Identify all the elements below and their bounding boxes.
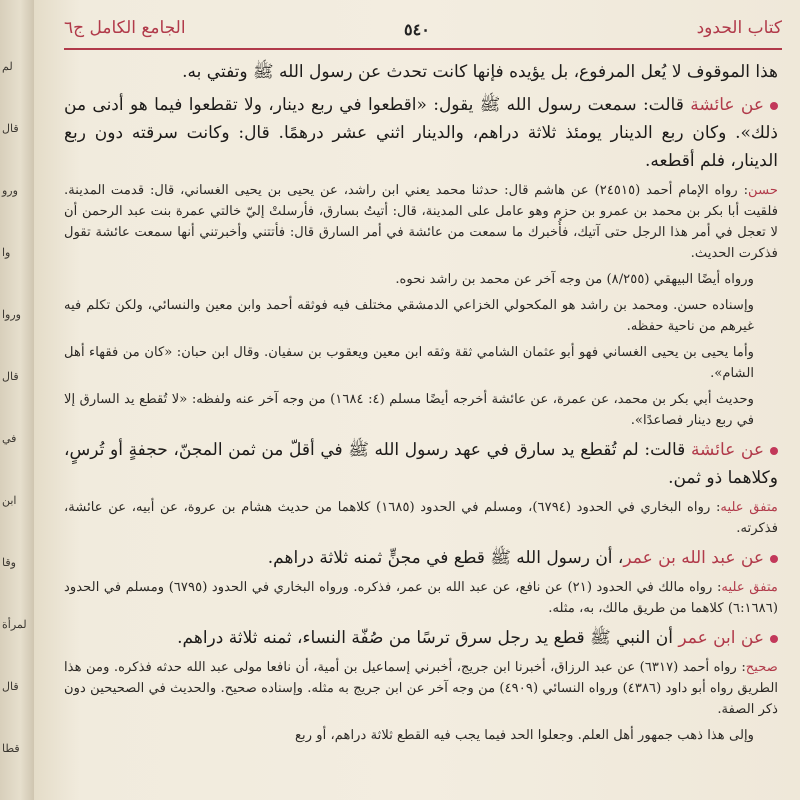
paragraph-text: أن النبي ﷺ قطع يد رجل سرق ترسًا من صُفّة النساء، ثمنه ثلاثة دراهم. <box>177 628 679 648</box>
page-body <box>64 58 778 751</box>
header-rule <box>64 48 782 50</box>
adjacent-page-fragment: وا <box>2 246 11 259</box>
bullet-dot-icon <box>770 635 778 643</box>
chapter-title: كتاب الحدود <box>696 18 782 38</box>
adjacent-page-fragment: لم <box>2 60 13 73</box>
hadith-paragraph <box>64 436 778 492</box>
adjacent-page-fragment: قال <box>2 370 19 383</box>
commentary-paragraph <box>64 577 778 619</box>
commentary-paragraph <box>64 295 778 337</box>
paragraph-text: : رواه الإمام أحمد (٢٤٥١٥) عن هاشم قال: حدثنا محمد يعني ابن راشد، عن يحيى بن يحيى الغساني، قال: قدمت المدينة. فلقيت أبا بكر بن محمد بن عمرو بن حزم وهو عامل على المدينة، قال: أتيتُ بسارق، فأرسلتْ إليّ خالتي عمرة بنت عبد الرحمن أن لا تعجل في أمر هذا الرجل حتى آتيك، فأُخبرك ما سمعت من عائشة في أمر السارق قال: فأتتني وأخبرتني أنها سمعت عائشة تقول فذكرت الحديث. <box>64 183 778 261</box>
book-page <box>34 0 800 800</box>
paragraph-text: : رواه البخاري في الحدود (٦٧٩٤)، ومسلم في الحدود (١٦٨٥) كلاهما من حديث هشام بن عروة، عن أبيه، عن عائشة، فذكرته. <box>64 500 778 536</box>
hadith-paragraph <box>64 91 778 175</box>
paragraph-text: هذا الموقوف لا يُعل المرفوع، بل يؤيده فإنها كانت تحدث عن رسول الله ﷺ وتفتي به. <box>182 62 778 82</box>
book-title: الجامع الكامل ج٦ <box>64 18 186 38</box>
adjacent-page-fragment: في <box>2 432 17 445</box>
paragraph-text: وأما يحيى بن يحيى الغساني فهو أبو عثمان الشامي ثقة وثقه ابن معين ويعقوب بن سفيان. وقال ابن حبان: «كان من فقهاء أهل الشام». <box>64 345 754 381</box>
hadith-paragraph <box>64 544 778 572</box>
adjacent-page-fragment: وقا <box>2 556 16 569</box>
paragraph-label: حسن <box>748 183 778 198</box>
page-number: ٥٤٠ <box>404 20 430 39</box>
commentary-paragraph <box>64 269 778 290</box>
commentary-paragraph <box>64 342 778 384</box>
paragraph-text: وإلى هذا ذهب جمهور أهل العلم. وجعلوا الحد فيما يجب فيه القطع ثلاثة دراهم، أو ربع <box>295 728 754 743</box>
commentary-paragraph <box>64 180 778 264</box>
commentary-paragraph <box>64 497 778 539</box>
paragraph-label: عن عائشة <box>690 440 764 460</box>
paragraph-text: وإسناده حسن. ومحمد بن راشد هو المكحولي الخزاعي الدمشقي مختلف فيه فوثقه أحمد وابن معين والنسائي، ولكن تكلم فيه غيرهم من ناحية حفظه. <box>64 298 754 334</box>
commentary-paragraph <box>64 389 778 431</box>
commentary-paragraph <box>64 58 778 86</box>
adjacent-page-fragment: قطا <box>2 742 20 755</box>
adjacent-page-edge <box>0 0 34 800</box>
commentary-paragraph <box>64 725 778 746</box>
adjacent-page-fragment: قال <box>2 680 19 693</box>
bullet-dot-icon <box>770 555 778 563</box>
paragraph-label: متفق عليه <box>721 580 778 595</box>
adjacent-page-fragment: لمرأة <box>2 618 27 631</box>
paragraph-label: عن عبد الله بن عمر <box>623 548 764 568</box>
paragraph-text: ورواه أيضًا البيهقي (٨/٢٥٥) من وجه آخر عن محمد بن راشد نحوه. <box>395 272 754 287</box>
paragraph-label: عن عائشة <box>690 95 764 115</box>
adjacent-page-fragment: قال <box>2 122 19 135</box>
commentary-paragraph <box>64 657 778 720</box>
paragraph-text: : رواه أحمد (٦٣١٧) عن عبد الرزاق، أخبرنا ابن جريج، أخبرني إسماعيل بن أمية، أن نافعا مولى عبد الله حدثه فذكره. ومن هذا الطريق رواه أبو داود (٤٣٨٦) ورواه النسائي (٤٩٠٩) من وجه آخر عن ابن جريج به مثله. وإسناده صحيح. والحديث في الصحيحين دون ذكر الصفة. <box>64 660 779 717</box>
paragraph-label: صحيح <box>745 660 778 675</box>
paragraph-text: وحديث أبي بكر بن محمد، عن عمرة، عن عائشة أخرجه أيضًا مسلم (٤: ١٦٨٤) من وجه آخر عنه ولفظه: «لا تُقطع يد السارق إلا في ربع دينار فصاعدًا». <box>64 392 754 428</box>
paragraph-text: قالت: لم تُقطع يد سارق في عهد رسول الله ﷺ في أقلّ من ثمن المجنّ، حجفةٍ أو تُرسٍ، وكلاهما ذو ثمن. <box>64 440 778 488</box>
adjacent-page-fragment: ابن <box>2 494 17 507</box>
bullet-dot-icon <box>770 102 778 110</box>
paragraph-text: : رواه مالك في الحدود (٢١) عن نافع، عن عبد الله بن عمر، فذكره. ورواه البخاري في الحدود (٦٧٩٥) ومسلم في الحدود (٦:١٦٨٦) كلاهما من طريق مالك، به، مثله. <box>64 580 778 616</box>
adjacent-page-fragment: ورو <box>2 184 18 197</box>
bullet-dot-icon <box>770 447 778 455</box>
paragraph-text: قالت: سمعت رسول الله ﷺ يقول: «اقطعوا في ربع دينار، ولا تقطعوا فيما هو أدنى من ذلك». وكان ربع الدينار يومئذ ثلاثة دراهم، والدينار اثني عشر درهمًا. قال: وكانت سرقته دون ربع الدينار، فلم أقطعه. <box>64 95 778 171</box>
paragraph-label: متفق عليه <box>720 500 778 515</box>
adjacent-page-fragment: وروا <box>2 308 21 321</box>
paragraph-label: عن ابن عمر <box>678 628 764 648</box>
paragraph-text: ، أن رسول الله ﷺ قطع في مجنٍّ ثمنه ثلاثة دراهم. <box>267 548 624 568</box>
page-header <box>64 14 782 44</box>
hadith-paragraph <box>64 624 778 652</box>
